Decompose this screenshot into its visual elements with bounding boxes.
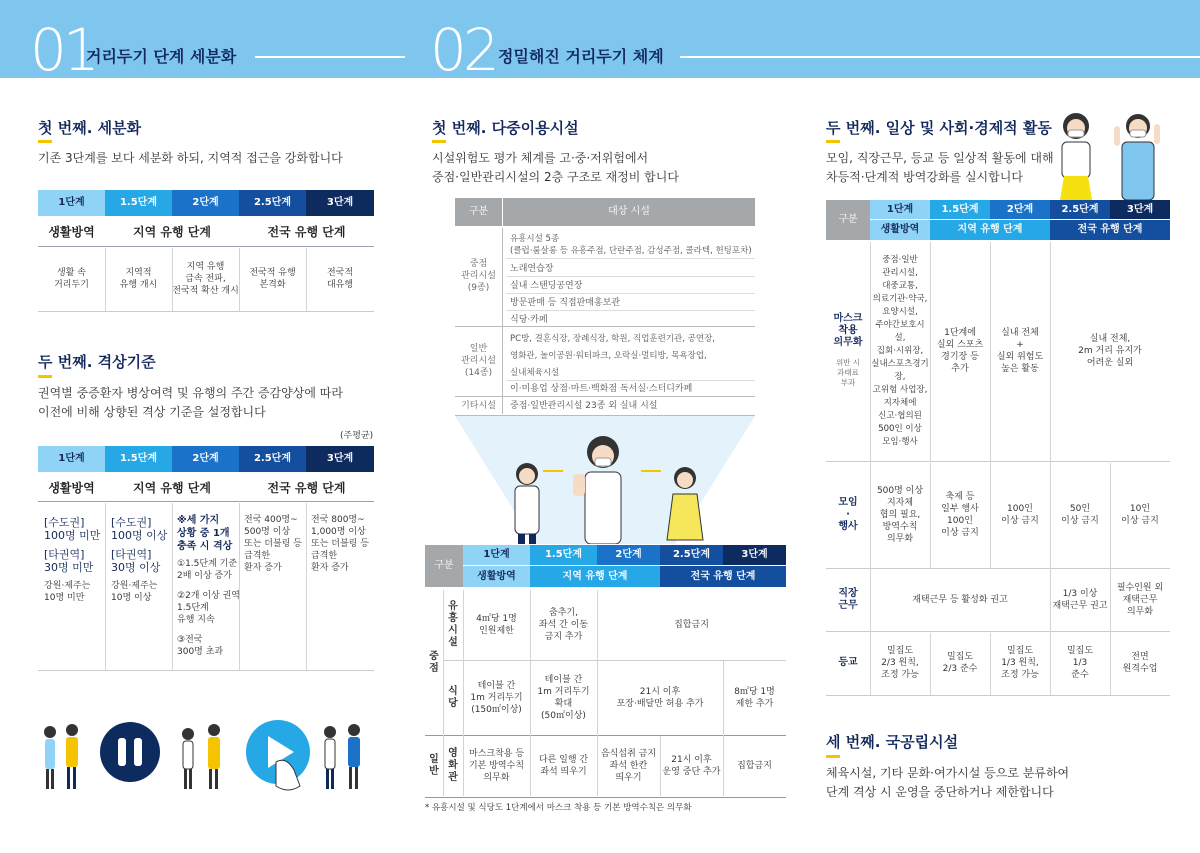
category-label: 일 반 [429, 754, 439, 777]
table-cell: 지역적 유행 개시 [119, 268, 158, 290]
person-icon [1060, 113, 1092, 200]
person-icon [1114, 114, 1160, 200]
table-cell: 8㎡당 1명 제한 추가 [734, 687, 775, 709]
group-label: 전국 유행 단계 [1050, 220, 1170, 240]
accent-bar [826, 140, 840, 143]
criteria-text: ②2개 이상 권역 1.5단계 유행 지속 [177, 591, 240, 625]
section-number-2: 02 [430, 16, 496, 84]
group-label: 지역 유행 단계 [133, 225, 211, 239]
section-description: 이전에 비해 상향된 격상 기준을 설정합니다 [38, 405, 266, 419]
divider [38, 670, 374, 671]
divider [870, 242, 871, 695]
table-cell: 실내 전체 + 실외 위험도 높은 활동 [996, 328, 1044, 374]
person-icon [208, 724, 220, 789]
row-label: 마스크 착용 의무화 [833, 313, 863, 348]
section-number-1: 01 [30, 16, 96, 84]
level-header: 1.5단계 [530, 545, 597, 565]
criteria-text: ①1.5단계 기준 2배 이상 증가 [177, 559, 238, 581]
criteria-text: [수도권] 100명 미만 [44, 516, 101, 542]
table-cell: 전국적 대유행 [326, 268, 354, 290]
group-label: 생활방역 [48, 480, 95, 495]
divider [506, 380, 755, 381]
divider [105, 503, 106, 670]
table-cell: 테이블 간 1m 거리두기 확대 (50㎡이상) [537, 675, 590, 721]
table-cell: 집합금지 [674, 620, 709, 630]
section-heading: 첫 번째. 세분화 [38, 119, 142, 137]
level-header: 1단계 [38, 190, 105, 216]
accent-bar [432, 140, 446, 143]
divider [930, 463, 931, 568]
table-cell: 밀집도 2/3 원칙, 조정 가능 [881, 646, 919, 680]
section-description: 모임, 직장근무, 등교 등 일상적 활동에 대해 [826, 151, 1054, 165]
group-label: 생활방역 [870, 220, 930, 240]
divider [443, 590, 444, 796]
level-header: 2.5단계 [1050, 200, 1110, 219]
section-description: 중점·일반관리시설의 2층 구조로 재정비 합니다 [432, 170, 679, 184]
facility-item: 중점·일반관리시설 23종 외 실내 시설 [510, 401, 658, 411]
level-header: 1.5단계 [105, 446, 172, 472]
level-header: 2.5단계 [660, 545, 723, 565]
header-divider [255, 56, 405, 58]
table-cell: 실내 전체, 2m 거리 유지가 어려운 실외 [1078, 334, 1142, 368]
table-cell: 밀집도 1/3 원칙, 조정 가능 [1001, 646, 1039, 680]
divider [990, 242, 991, 568]
criteria-text: [타권역] 30명 이상 [111, 548, 161, 574]
table-header: 구분 [425, 545, 463, 587]
table-cell: 중점·일반 관리시설, 대중교통, 의료기관·약국, 요양시설, 주야간보호시설, 집회·시위장, 실내스포츠경기장, 고위험 사업장, 지자체에 신고·협의된 500인 이상 모임·행사 [871, 254, 929, 447]
divider [826, 695, 1170, 696]
divider [38, 501, 374, 502]
distance-marker [641, 470, 661, 472]
divider [455, 326, 755, 327]
person-icon [348, 724, 360, 789]
level-header: 3단계 [306, 446, 374, 472]
divider [990, 633, 991, 695]
group-label: 지역 유행 단계 [133, 480, 211, 495]
facility-item: 식당·카페 [510, 315, 548, 325]
table-header: 대상 시설 [502, 198, 755, 226]
pause-play-illustration [38, 712, 378, 802]
divider [506, 293, 755, 294]
level-header: 1단계 [38, 446, 105, 472]
divider [306, 503, 307, 670]
person-icon [515, 463, 539, 544]
criteria-text: ※세 가지 상황 중 1개 충족 시 격상 [177, 515, 233, 552]
section-title-1: 거리두기 단계 세분화 [86, 47, 237, 66]
divider [660, 736, 661, 796]
row-label: 일반 관리시설 (14종) [461, 344, 496, 378]
criteria-text: 강원·제주는 10명 미만 [44, 581, 91, 603]
criteria-text: 전국 400명~ 500명 이상 또는 더블링 등 급격한 환자 증가 [244, 515, 302, 573]
level-header: 3단계 [723, 545, 786, 565]
divider [239, 503, 240, 670]
row-label: 직장 근무 [838, 588, 858, 611]
divider [826, 631, 1170, 632]
unit-note: (주평균) [340, 431, 374, 441]
table-header: 구분 [826, 200, 870, 240]
row-sublabel: 위반 시 과태료 부과 [835, 358, 861, 387]
pause-icon [100, 722, 160, 782]
section-description: 차등적·단계적 방역강화를 실시합니다 [826, 170, 1023, 184]
divider [930, 633, 931, 695]
divider [1110, 463, 1111, 695]
criteria-text: ③전국 300명 초과 [177, 635, 224, 657]
level-header: 1단계 [870, 200, 930, 219]
accent-bar [38, 140, 52, 143]
table-cell: 축제 등 일부 행사 100인 이상 금지 [941, 492, 979, 538]
section-description: 체육시설, 기타 문화·여가시설 등으로 분류하여 [826, 766, 1070, 780]
person-icon [324, 726, 336, 789]
table-cell: 1/3 이상 재택근무 권고 [1052, 589, 1108, 611]
table-cell: 밀집도 1/3 준수 [1066, 646, 1094, 680]
group-label: 지역 유행 단계 [530, 566, 660, 587]
divider [172, 503, 173, 670]
category-label: 유 흥 시 설 [448, 601, 458, 648]
facility-item: 방문판매 등 직접판매홍보관 [510, 298, 621, 308]
table-cell: 필수인원 외 재택근무 의무화 [1116, 583, 1164, 617]
divider [826, 568, 1170, 569]
level-header: 2단계 [172, 190, 239, 216]
table-cell: 집합금지 [737, 761, 772, 771]
level-header: 2단계 [172, 446, 239, 472]
table-cell: 전국적 유행 본격화 [249, 268, 296, 290]
person-icon [66, 724, 78, 789]
divider [38, 246, 374, 247]
level-header: 3단계 [306, 190, 374, 216]
group-label: 전국 유행 단계 [660, 566, 786, 587]
section-description: 시설위험도 평가 체계를 고·중·저위험에서 [432, 151, 649, 165]
accent-bar [826, 755, 840, 758]
table-cell: 1단계에 실외 스포츠 경기장 등 추가 [936, 328, 984, 374]
divider [455, 396, 755, 397]
section-heading: 첫 번째. 다중이용시설 [432, 119, 579, 137]
person-icon [44, 726, 56, 789]
table-cell: 춤추기, 좌석 간 이동 금지 추가 [538, 608, 589, 642]
divider [723, 661, 724, 796]
table-cell: 지역 유행 급속 전파, 전국적 확산 개시 [172, 262, 239, 296]
level-header: 1단계 [463, 545, 530, 565]
play-icon [246, 720, 310, 790]
section-heading: 두 번째. 일상 및 사회·경제적 활동 [826, 119, 1052, 137]
divider [530, 590, 531, 796]
section-description: 단계 격상 시 운영을 중단하거나 제한합니다 [826, 785, 1054, 799]
section-description: 기존 3단계를 보다 세분화 하되, 지역적 접근을 강화합니다 [38, 151, 343, 165]
level-header: 1.5단계 [930, 200, 990, 219]
accent-bar [38, 375, 52, 378]
level-header: 3단계 [1110, 200, 1170, 219]
divider [506, 276, 755, 277]
divider [597, 590, 598, 796]
facility-item: 이·미용업 상점·마트·백화점 독서실·스터디카페 [510, 384, 693, 394]
row-label: 중점 관리시설 (9종) [461, 259, 496, 293]
criteria-text: [타권역] 30명 미만 [44, 548, 94, 574]
group-label: 전국 유행 단계 [267, 480, 346, 495]
divider [463, 590, 464, 796]
section-title-2: 정밀해진 거리두기 체계 [498, 47, 664, 66]
distance-marker [543, 470, 563, 472]
table-cell: 밀집도 2/3 준수 [942, 652, 978, 674]
level-header: 2단계 [990, 200, 1050, 219]
table-cell: 21시 이후 운영 중단 추가 [662, 755, 721, 777]
level-header: 2.5단계 [239, 190, 306, 216]
row-label: 모임 · 행사 [838, 497, 858, 532]
table-cell: 생활 속 거리두기 [54, 268, 89, 290]
table-cell: 50인 이상 금지 [1061, 504, 1099, 526]
table-cell: 재택근무 등 활성화 권고 [912, 595, 1008, 605]
group-label: 전국 유행 단계 [267, 225, 346, 239]
divider [38, 311, 374, 312]
person-icon [182, 728, 194, 789]
level-header: 1.5단계 [105, 190, 172, 216]
divider [930, 242, 931, 461]
table-cell: 21시 이후 포장·배달만 허용 추가 [616, 687, 704, 709]
level-header: 2단계 [597, 545, 660, 565]
table-cell: 마스크착용 등 기본 방역수칙 의무화 [468, 749, 525, 783]
footnote: * 유흥시설 및 식당도 1단계에서 마스크 착용 등 기본 방역수칙은 의무화 [425, 803, 692, 813]
section-description: 권역별 중증환자 병상여력 및 유행의 주간 증감양상에 따라 [38, 386, 343, 400]
table-cell: 500명 이상 지자체 협의 필요, 방역수칙 의무화 [876, 486, 924, 544]
criteria-text: 강원·제주는 10명 이상 [111, 581, 158, 603]
section-heading: 세 번째. 국공립시설 [826, 733, 959, 751]
facility-item: PC방, 결혼식장, 장례식장, 학원, 직업훈련기관, 공연장, 영화관, 놀이공원·워터파크, 오락실·멀티방, 목욕장업, 실내체육시설 [510, 334, 716, 378]
people-illustration [1050, 104, 1170, 200]
divider [826, 461, 1170, 462]
table-cell: 전면 원격수업 [1122, 652, 1158, 674]
facility-item: 노래연습장 [510, 264, 554, 274]
distancing-illustration [455, 416, 755, 544]
category-label: 영 화 관 [448, 748, 458, 783]
divider [425, 797, 786, 798]
divider [506, 310, 755, 311]
criteria-text: 전국 800명~ 1,000명 이상 또는 더블링 등 급격한 환자 증가 [311, 515, 369, 573]
table-header: 구분 [455, 198, 502, 226]
category-label: 식 당 [448, 686, 458, 709]
table-cell: 100인 이상 금지 [1001, 504, 1039, 526]
section-heading: 두 번째. 격상기준 [38, 353, 156, 371]
row-label: 기타시설 [461, 401, 496, 411]
table-cell: 다른 일행 간 좌석 띄우기 [538, 755, 589, 777]
facility-item: 유흥시설 5종 (클럽·룸살롱 등 유흥주점, 단란주점, 감성주점, 콜라텍, 헌팅포차) [510, 234, 752, 256]
category-label: 중 점 [429, 650, 439, 674]
header-divider [680, 56, 1200, 58]
table-cell: 10인 이상 금지 [1121, 504, 1159, 526]
divider [506, 258, 755, 259]
row-label: 등교 [838, 657, 858, 668]
group-label: 지역 유행 단계 [930, 220, 1050, 240]
table-cell: 4㎡당 1명 인원제한 [476, 614, 517, 636]
level-header: 2.5단계 [239, 446, 306, 472]
group-label: 생활방역 [48, 225, 95, 239]
divider [502, 228, 503, 414]
table-cell: 테이블 간 1m 거리두기 (150㎡이상) [470, 681, 523, 715]
table-cell: 음식섭취 금지 좌석 한칸 띄우기 [600, 749, 657, 783]
criteria-text: [수도권] 100명 이상 [111, 516, 168, 542]
facility-item: 실내 스탠딩공연장 [510, 281, 583, 291]
group-label: 생활방역 [463, 566, 530, 587]
divider [1050, 242, 1051, 695]
